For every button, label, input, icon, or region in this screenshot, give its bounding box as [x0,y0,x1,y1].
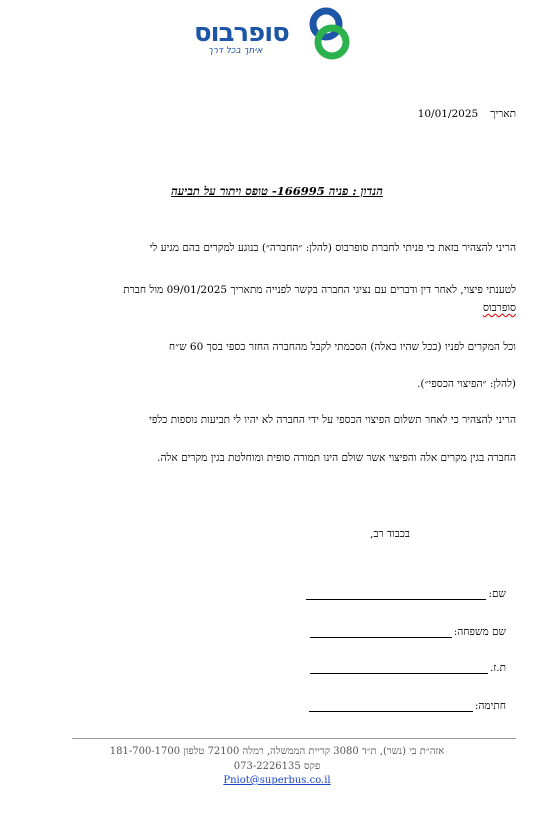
first-name-blank[interactable] [306,587,486,600]
body-paragraph-5: (להלן: ״הפיצוי הכספי״). [417,378,516,390]
signature-blank[interactable] [309,699,473,712]
subject-heading [0,184,554,198]
id-number-label: ת.ז. [489,662,506,674]
logo-tagline: איתך בכל דרך [208,46,263,56]
body-paragraph-3: סופרבוס [482,302,516,314]
body-paragraph-7: החברה בגין מקרים אלה והפיצוי אשר שולם הינו תמורה סופית ומוחלטת בגין מקרים אלה. [157,452,516,464]
logo-rings-icon [302,6,360,62]
footer-divider [72,738,516,739]
date-line [418,108,516,120]
last-name-label: שם משפחה: [453,626,506,638]
date-label: תאריך [490,108,516,120]
last-name-blank[interactable] [310,625,452,638]
footer-email-link[interactable]: Pniot@superbus.co.il [223,775,331,786]
superbus-logo [190,6,360,62]
last-name-field[interactable] [310,620,506,638]
subject-text: הנדון : פניה 166995- טופס ויתור על תביעה [171,184,383,198]
footer-address: אזה״ת בי (נשר), ת״ד 3080 קריית הממשלה, רמלה 72100 טלפון 181-700-1700 [109,746,445,757]
date-value: 10/01/2025 [417,108,479,120]
signature-field[interactable] [309,694,506,712]
body-paragraph-2: לטענתי פיצוי, לאחר דין ודברים עם נציגי החברה בקשר לפנייה מתאריך 09/01/2025 מול חברת [123,284,516,296]
body-paragraph-1: הריני להצהיר בזאת כי פניתי לחברת סופרבוס (להלן: ״החברה״) בנוגע למקרים בהם מגיע לי [149,242,516,254]
footer-fax: פקס 073-2226135 [233,761,321,772]
id-number-field[interactable] [310,656,506,674]
first-name-field[interactable] [306,582,506,600]
body-paragraph-6: הריני להצהיר כי לאחר תשלום הפיצוי הכספי על ידי החברה לא יהיו לי תביעות נוספות כלפי [149,414,516,426]
closing-line: בכבוד רב, [370,528,410,540]
logo-wordmark: סופרבוס [194,18,289,48]
signature-label: חתימה: [474,700,506,712]
body-paragraph-4: וכל המקרים לפניו (ככל שהיו כאלה) הסכמתי לקבל מהחברה החזר כספי בסך 60 ש״ח [168,341,516,353]
id-number-blank[interactable] [310,661,488,674]
first-name-label: שם: [488,588,506,600]
